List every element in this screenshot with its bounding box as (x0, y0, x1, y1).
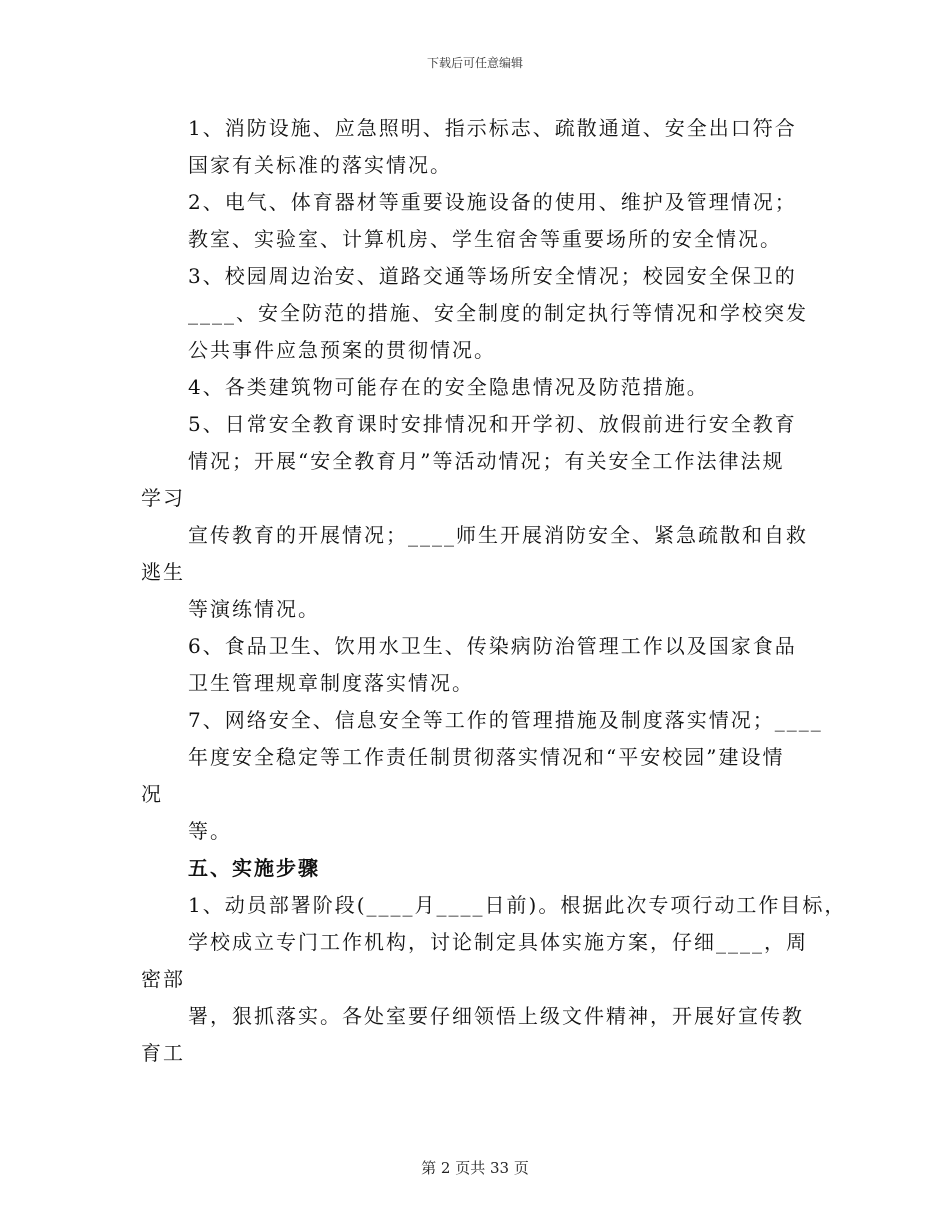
body-line: 3、校园周边治安、道路交通等场所安全情况；校园安全保卫的 (188, 264, 797, 288)
body-line: 2、电气、体育器材等重要设施设备的使用、维护及管理情况； (188, 190, 797, 214)
body-line: 年度安全稳定等工作责任制贯彻落实情况和“平安校园”建设情 (188, 745, 785, 769)
body-line: 5、日常安全教育课时安排情况和开学初、放假前进行安全教育 (188, 412, 797, 436)
body-line: 学习 (141, 486, 185, 510)
body-line: 情况；开展“安全教育月”等活动情况；有关安全工作法律法规 (188, 449, 785, 473)
body-line: 宣传教育的开展情况；____师生开展消防安全、紧急疏散和自救 (188, 523, 808, 547)
body-line: 公共事件应急预案的贯彻情况。 (188, 338, 496, 362)
body-line: 育工 (141, 1041, 185, 1065)
body-line: 教室、实验室、计算机房、学生宿舍等重要场所的安全情况。 (188, 227, 782, 251)
body-line: 署，狠抓落实。各处室要仔细领悟上级文件精神，开展好宣传教 (188, 1004, 804, 1028)
body-line: 6、食品卫生、饮用水卫生、传染病防治管理工作以及国家食品 (188, 634, 797, 658)
body-line: 国家有关标准的落实情况。 (188, 153, 452, 177)
body-line: 等。 (188, 819, 232, 843)
body-line: 况 (141, 782, 163, 806)
page-header: 下载后可任意编辑 (426, 56, 523, 70)
body-line: 1、消防设施、应急照明、指示标志、疏散通道、安全出口符合 (188, 116, 797, 140)
body-line: 逃生 (141, 560, 185, 584)
body-line: 1、动员部署阶段(____月____日前)。根据此次专项行动工作目标， (188, 893, 847, 917)
body-line: 卫生管理规章制度落实情况。 (188, 671, 474, 695)
body-line: 学校成立专门工作机构，讨论制定具体实施方案，仔细____，周 (188, 930, 808, 954)
body-line: 密部 (141, 967, 185, 991)
page-number: 第 2 页共 33 页 (421, 1159, 529, 1177)
body-line: 4、各类建筑物可能存在的安全隐患情况及防范措施。 (188, 375, 709, 399)
section-heading: 五、实施步骤 (188, 856, 320, 880)
body-line: ____、安全防范的措施、安全制度的制定执行等情况和学校突发 (188, 301, 808, 325)
body-line: 等演练情况。 (188, 597, 320, 621)
body-line: 7、网络安全、信息安全等工作的管理措施及制度落实情况；____ (188, 708, 823, 732)
